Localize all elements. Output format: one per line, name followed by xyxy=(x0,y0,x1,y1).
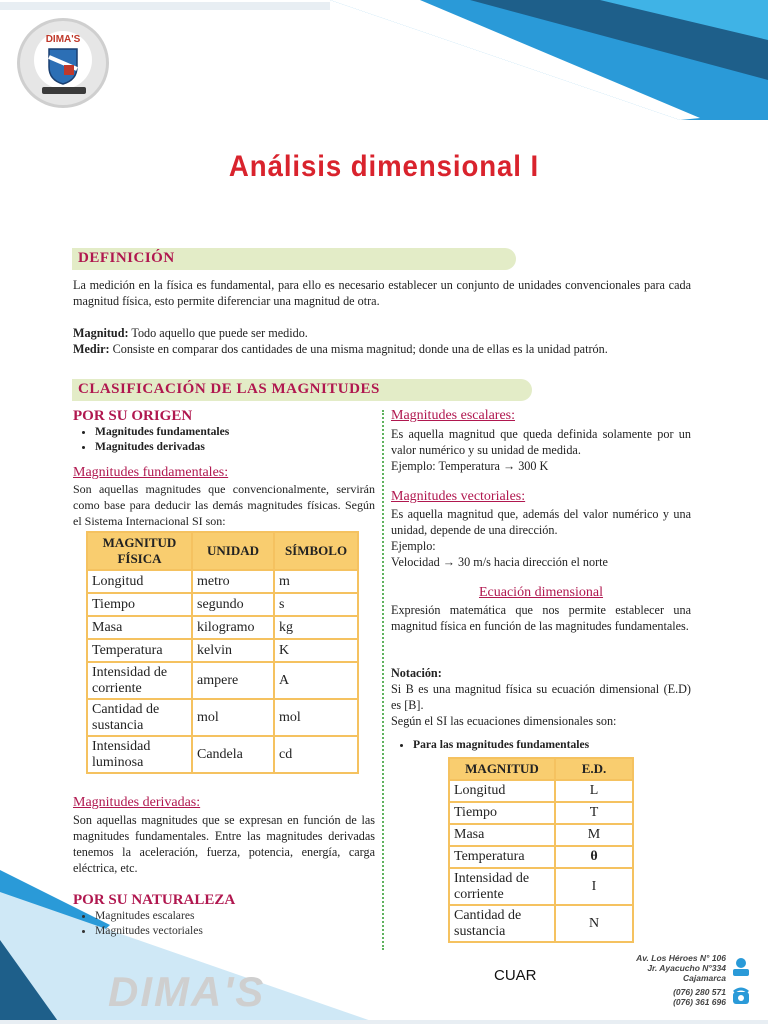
table-row xyxy=(87,639,358,662)
address-line: Cajamarca xyxy=(682,973,726,983)
table-cell: Longitud xyxy=(87,570,192,593)
table-cell: θ xyxy=(555,846,633,868)
table-row xyxy=(87,736,358,773)
table-row xyxy=(449,824,633,846)
table-cell: mol xyxy=(274,699,358,736)
column-divider xyxy=(382,410,384,950)
table-row xyxy=(449,780,633,802)
table-cell: cd xyxy=(274,736,358,773)
column-header: SÍMBOLO xyxy=(274,532,358,570)
page-title: Análisis dimensional I xyxy=(228,150,540,183)
section-heading-definicion: DEFINICIÓN xyxy=(78,250,175,266)
table-row xyxy=(449,846,633,868)
table-cell: segundo xyxy=(192,593,274,616)
table-cell: Masa xyxy=(449,824,555,846)
table-row xyxy=(87,616,358,639)
table-header-row xyxy=(449,758,633,780)
section-heading-clasificacion: CLASIFICACIÓN DE LAS MAGNITUDES xyxy=(78,381,380,397)
list-item: • Magnitudes fundamentales xyxy=(95,424,229,439)
fundamental-units-table xyxy=(86,531,359,774)
school-logo xyxy=(17,18,109,108)
table-cell: Cantidad de sustancia xyxy=(87,699,192,736)
table-cell: mol xyxy=(192,699,274,736)
table-cell: ampere xyxy=(192,662,274,699)
dimensional-equations-table xyxy=(448,757,634,943)
medir-text: Consiste en comparar dos cantidades de una misma magnitud; donde una de ellas es la unidad patrón. xyxy=(109,342,608,356)
origen-heading: POR SU ORIGEN xyxy=(73,408,193,424)
list-item: • Magnitudes vectoriales xyxy=(95,923,203,938)
table-row xyxy=(449,905,633,942)
fundamentales-text: Son aquellas magnitudes que convencionalmente, servirán como base para deducir las demás magnitudes físicas. Según el Sistema Internacional SI son: xyxy=(73,482,375,528)
notacion-label: Notación: xyxy=(391,666,442,680)
table-cell: Tiempo xyxy=(449,802,555,824)
derivadas-heading: Magnitudes derivadas: xyxy=(73,795,201,810)
table-cell: kg xyxy=(274,616,358,639)
naturaleza-heading: POR SU NATURALEZA xyxy=(73,892,236,908)
logo-text: DIMA'S xyxy=(45,34,81,45)
table-cell: A xyxy=(274,662,358,699)
table-row xyxy=(449,868,633,905)
definicion-paragraph: La medición en la física es fundamental, para ello es necesario establecer un conjunto de unidades convencionales para cada magnitud física, esto permite diferenciar una magnitud de otra. xyxy=(73,278,691,308)
segun-text: Según el SI las ecuaciones dimensionales son: xyxy=(391,714,617,728)
magnitud-definition xyxy=(73,325,691,341)
table-cell: M xyxy=(555,824,633,846)
table-row xyxy=(87,593,358,616)
medir-label: Medir: xyxy=(73,342,110,356)
table-cell: Cantidad de sustancia xyxy=(449,905,555,942)
vectoriales-heading: Magnitudes vectoriales: xyxy=(391,489,526,504)
column-header: E.D. xyxy=(555,758,633,780)
table-header-row xyxy=(87,532,358,570)
table-cell: kilogramo xyxy=(192,616,274,639)
table-cell: K xyxy=(274,639,358,662)
table-cell: m xyxy=(274,570,358,593)
table-cell: L xyxy=(555,780,633,802)
table-cell: Tiempo xyxy=(87,593,192,616)
notacion-text: Si B es una magnitud física su ecuación dimensional (E.D) es [B]. xyxy=(391,682,691,712)
footer-cuar: CUAR xyxy=(494,967,537,984)
table-cell: Masa xyxy=(87,616,192,639)
section-bar-clasificacion xyxy=(72,379,532,401)
derivadas-text: Son aquellas magnitudes que se expresan en función de las magnitudes fundamentales. Entre las magnitudes derivadas tenemos la aceleración, fuerza, potencia, energía, carga eléctrica, etc. xyxy=(73,813,375,875)
table-row xyxy=(449,802,633,824)
naturaleza-list xyxy=(73,908,203,938)
header-decoration xyxy=(0,0,768,130)
phone-icon xyxy=(732,987,750,1005)
table-cell: Intensidad de corriente xyxy=(449,868,555,905)
table-cell: Temperatura xyxy=(449,846,555,868)
table-cell: I xyxy=(555,868,633,905)
vectoriales-text: Es aquella magnitud que, además del valor numérico y una unidad, depende de una dirección. xyxy=(391,507,691,537)
medir-definition xyxy=(73,341,713,357)
table-cell: Temperatura xyxy=(87,639,192,662)
ecuacion-heading: Ecuación dimensional xyxy=(478,585,604,600)
table-cell: Intensidad luminosa xyxy=(87,736,192,773)
fundamentales-heading: Magnitudes fundamentales: xyxy=(73,465,229,480)
address-line: Jr. Ayacucho N°334 xyxy=(647,963,726,973)
para-list xyxy=(391,737,589,752)
table-cell: T xyxy=(555,802,633,824)
vectoriales-example: Velocidad → 30 m/s hacia dirección el norte xyxy=(391,555,608,569)
footer-address xyxy=(600,953,726,983)
list-item: • Magnitudes derivadas xyxy=(95,439,229,454)
phone-line: (076) 361 696 xyxy=(673,997,726,1007)
table-row xyxy=(87,699,358,736)
magnitud-text: Todo aquello que puede ser medido. xyxy=(128,326,308,340)
table-row xyxy=(87,662,358,699)
table-cell: kelvin xyxy=(192,639,274,662)
section-bar-definicion xyxy=(72,248,516,270)
address-line: Av. Los Héroes N° 106 xyxy=(636,953,726,963)
table-cell: s xyxy=(274,593,358,616)
list-item: • Para las magnitudes fundamentales xyxy=(413,737,589,752)
table-row xyxy=(87,570,358,593)
ecuacion-text: Expresión matemática que nos permite establecer una magnitud física en función de las magnitudes fundamentales. xyxy=(391,603,691,633)
table-cell: Longitud xyxy=(449,780,555,802)
column-header: MAGNITUD xyxy=(449,758,555,780)
list-item: • Magnitudes escalares xyxy=(95,908,203,923)
escalares-text: Es aquella magnitud que queda definida solamente por un valor numérico y su unidad de medida. xyxy=(391,427,691,457)
phone-line: (076) 280 571 xyxy=(673,987,726,997)
footer-brand: DIMA'S xyxy=(108,968,266,1015)
footer-phones xyxy=(600,987,726,1007)
shield-icon xyxy=(47,47,79,85)
column-header: MAGNITUD FÍSICA xyxy=(87,532,192,570)
origen-list xyxy=(73,424,229,454)
column-header: UNIDAD xyxy=(192,532,274,570)
table-cell: Candela xyxy=(192,736,274,773)
vectoriales-example-label: Ejemplo: xyxy=(391,539,436,553)
table-cell: Intensidad de corriente xyxy=(87,662,192,699)
location-icon xyxy=(732,957,750,977)
magnitud-label: Magnitud: xyxy=(73,326,129,340)
escalares-heading: Magnitudes escalares: xyxy=(391,408,516,423)
table-cell: N xyxy=(555,905,633,942)
escalares-example: Ejemplo: Temperatura → 300 K xyxy=(391,459,549,473)
table-cell: metro xyxy=(192,570,274,593)
